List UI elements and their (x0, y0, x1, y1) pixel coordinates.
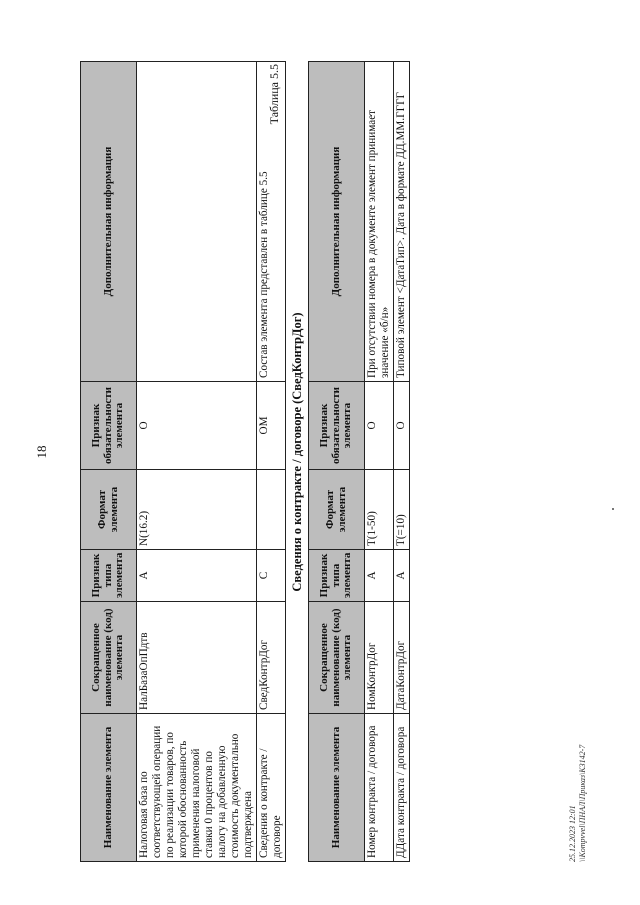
cell-info: Состав элемента представлен в таблице 5.5 (257, 62, 286, 382)
header-cell: Формат элемента (309, 470, 365, 550)
cell-name: Налоговая база по соответствующей операции по реализации товаров, по которой обоснованность применения налоговой ставки 0 процентов по налогу на добавленную стоимость документально подтверждена (137, 714, 257, 862)
header-cell: Сокращенное наименование (код) элемента (309, 602, 365, 714)
cell-info (137, 62, 257, 382)
cell-required: ОМ (257, 382, 286, 470)
table-contract (308, 61, 410, 862)
cell-required: О (365, 382, 394, 470)
table-row (365, 62, 394, 862)
table-header-row (81, 62, 137, 862)
scan-speck (612, 508, 614, 510)
cell-info: Типовой элемент <ДатаТип>. Дата в формате ДД.ММ.ГГГГ (394, 62, 410, 382)
footer-date: 25.12.2023 12:01 (568, 805, 577, 862)
table-elements (80, 61, 286, 862)
cell-type: А (365, 550, 394, 602)
cell-required: О (137, 382, 257, 470)
table-row (257, 62, 286, 862)
header-cell: Дополнительная информация (309, 62, 365, 382)
cell-type: А (137, 550, 257, 602)
cell-format: T(=10) (394, 470, 410, 550)
table-header-row (309, 62, 365, 862)
cell-type: С (257, 550, 286, 602)
footer-stamp (568, 745, 588, 862)
table-row (394, 62, 410, 862)
header-cell: Признак обязательности элемента (81, 382, 137, 470)
header-cell: Признак типа элемента (81, 550, 137, 602)
cell-required: О (394, 382, 410, 470)
cell-code: НомКонтрДог (365, 602, 394, 714)
header-cell: Наименование элемента (81, 714, 137, 862)
cell-name: ДДата контракта / договора (394, 714, 410, 862)
cell-code: ДатаКонтрДог (394, 602, 410, 714)
header-cell: Признак обязательности элемента (309, 382, 365, 470)
cell-format (257, 470, 286, 550)
header-cell: Сокращенное наименование (код) элемента (81, 602, 137, 714)
rotated-page (20, 22, 620, 882)
cell-type: А (394, 550, 410, 602)
cell-code: НалБазаОпПдтв (137, 602, 257, 714)
cell-format: N(16.2) (137, 470, 257, 550)
table-title: Сведения о контракте / договоре (СведКонтрДог) (290, 312, 304, 592)
cell-format: T(1-50) (365, 470, 394, 550)
cell-name: Номер контракта / договора (365, 714, 394, 862)
cell-name: Сведения о контракте / договоре (257, 714, 286, 862)
table-row (137, 62, 257, 862)
cell-code: СведКонтрДог (257, 602, 286, 714)
header-cell: Формат элемента (81, 470, 137, 550)
footer-path: \\Kompvvel\ПНАЛ\Приказ\K3142-7 (578, 744, 587, 862)
table-label: Таблица 5.5 (267, 64, 281, 125)
header-cell: Признак типа элемента (309, 550, 365, 602)
cell-info: При отсутствии номера в документе элемент принимает значение «б/н» (365, 62, 394, 382)
page-number: 18 (34, 445, 49, 459)
header-cell: Дополнительная информация (81, 62, 137, 382)
header-cell: Наименование элемента (309, 714, 365, 862)
